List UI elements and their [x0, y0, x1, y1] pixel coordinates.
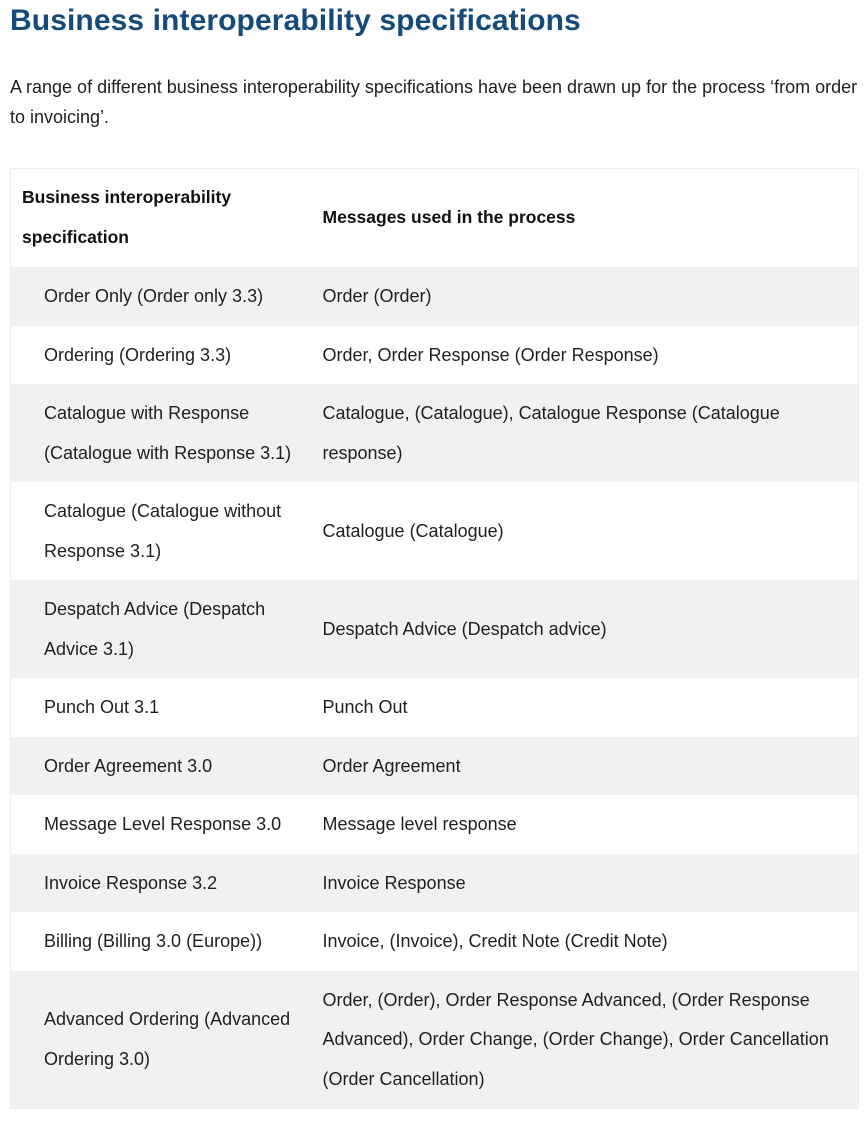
table-row [11, 384, 859, 482]
spec-cell: Despatch Advice (Despatch Advice 3.1) [44, 599, 266, 659]
spec-cell: Message Level Response 3.0 [44, 814, 282, 834]
specifications-table [10, 168, 859, 1109]
spec-cell: Punch Out 3.1 [44, 697, 160, 717]
table-row [11, 854, 859, 913]
table-row [11, 580, 859, 678]
messages-cell: Order (Order) [322, 286, 432, 306]
messages-cell: Invoice Response [322, 872, 466, 893]
messages-cell: Order Agreement [322, 755, 461, 776]
table-row [11, 795, 859, 854]
intro-paragraph: A range of different business interoperability specifications have been drawn up for the process ‘from order to invoicing’. [10, 77, 858, 127]
spec-cell: Order Only (Order only 3.3) [44, 286, 264, 306]
table-row [11, 678, 859, 737]
table-row [11, 912, 859, 971]
spec-cell: Invoice Response 3.2 [44, 872, 218, 893]
spec-cell: Ordering (Ordering 3.3) [44, 344, 232, 365]
table-row [11, 971, 859, 1109]
table-row [11, 267, 859, 326]
spec-cell: Catalogue (Catalogue without Response 3.1) [44, 501, 282, 561]
page-content [10, 0, 858, 1089]
spec-cell: Billing (Billing 3.0 (Europe)) [44, 931, 263, 951]
spec-cell: Order Agreement 3.0 [44, 755, 213, 776]
messages-cell: Order, Order Response (Order Response) [322, 344, 659, 365]
column-header-messages: Messages used in the process [322, 207, 576, 227]
messages-cell: Invoice, (Invoice), Credit Note (Credit Note) [322, 931, 668, 951]
table-header-row [11, 169, 859, 268]
page-title: Business interoperability specifications [10, 4, 581, 37]
messages-cell: Catalogue (Catalogue) [322, 520, 504, 541]
spec-cell: Advanced Ordering (Advanced Ordering 3.0) [44, 1009, 291, 1069]
messages-cell: Punch Out [322, 697, 408, 717]
table-row [11, 326, 859, 385]
spec-cell: Catalogue with Response (Catalogue with Response 3.1) [44, 403, 292, 463]
column-header-specification: Business interoperability specification [22, 187, 232, 247]
table-row [11, 482, 859, 580]
messages-cell: Order, (Order), Order Response Advanced, (Order Response Advanced), Order Change, (Order Change), Order Cancellation (Order Cancellation) [322, 989, 829, 1089]
messages-cell: Message level response [322, 814, 517, 834]
table-row [11, 737, 859, 796]
messages-cell: Catalogue, (Catalogue), Catalogue Response (Catalogue response) [322, 403, 780, 463]
messages-cell: Despatch Advice (Despatch advice) [322, 618, 607, 639]
